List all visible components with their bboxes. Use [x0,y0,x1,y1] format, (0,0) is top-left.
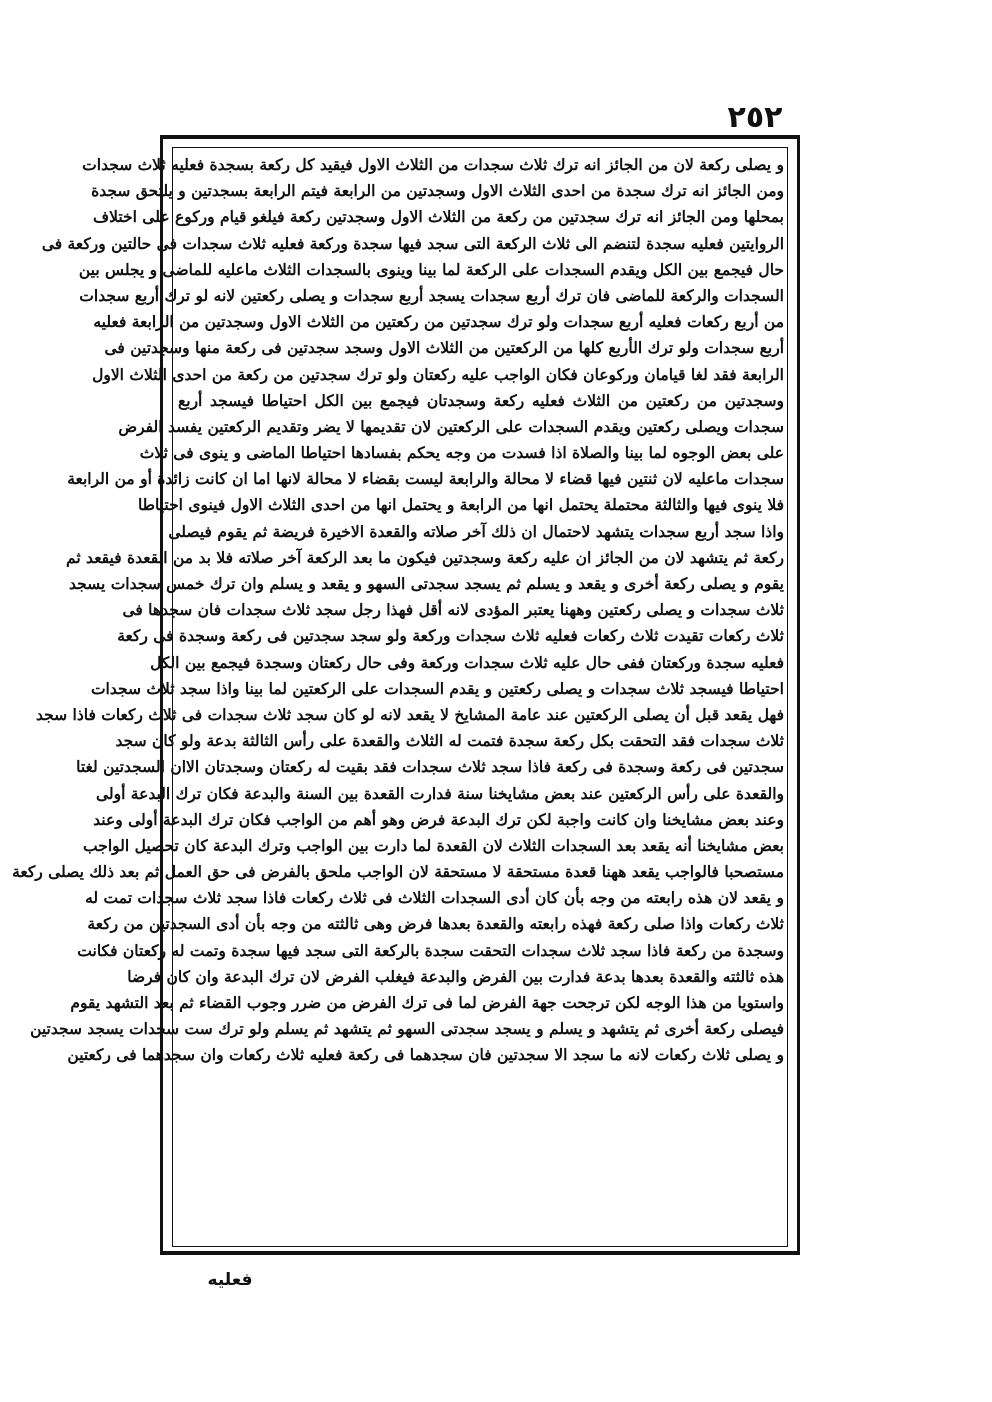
text-line: سجدتين فى ركعة وسجدة فى ركعة فاذا سجد ثلاث سجدات فقد بقيت له ركعتان وسجدتان الاان السجدتين لغتا [76,757,784,777]
text-line: فهل يقعد قبل أن يصلى الركعتين عند عامة المشايخ لا يقعد لانه لو كان سجد ثلاث سجدات فى ثلاث ركعات فاذا سجد [35,704,784,724]
text-line: على بعض الوجوه لما بينا والصلاة اذا فسدت من وجه يحكم بفسادها احتياطا الماضى و ينوى فى ثلاث [139,443,784,463]
text-line: بعض مشايخنا أنه يقعد بعد السجدات الثلاث لان القعدة لما دارت بين الواجب وترك البدعة كان تحصيل الواجب [83,835,784,855]
text-line: وسجدتين من ركعتين من الثلاث فعليه ركعة وسجدتان فيجمع بين الكل احتياطا فيسجد أربع [178,390,784,410]
text-line: يقوم و يصلى ركعة أخرى و يقعد و يسلم ثم يسجد سجدتى السهو و يقعد و يسلم وان ترك خمس سجدات يسجد [69,574,784,593]
text-line: واذا سجد أربع سجدات يتشهد لاحتمال ان ذلك آخر صلاته والقعدة الاخيرة فريضة ثم يقوم فيصلى [168,521,784,541]
page-number: ٢٥٢ [727,100,783,135]
text-line: سجدات ماعليه لان ثنتين فيها قضاء لا محالة والرابعة ليست بقضاء لا محالة لانها اما ان كانت زائدة أو من الرابعة [67,469,784,489]
text-line: ثلاث ركعات تقيدت ثلاث ركعات فعليه ثلاث سجدات وركعة ولو سجد سجدتين فى ركعة وسجدة فى ركعة [117,626,784,646]
text-line: والقعدة على رأس الركعتين عند بعض مشايخنا سنة فدارت القعدة بين السنة والبدعة فكان ترك البدعة أولى [95,783,784,803]
text-line: السجدات والركعة للماضى فان ترك أربع سجدات يسجد أربع سجدات و يصلى ركعتين لانه لو ترك أربع سجدات [79,285,784,305]
text-line: ركعة ثم يتشهد لان من الجائز ان عليه ركعة وسجدتين فيكون ما بعد الركعة آخر صلاته فلا بد من القعدة فيقعد ثم [66,547,784,567]
catchword: فعليه [207,1270,253,1290]
text-line: فلا ينوى فيها والثالثة محتملة يحتمل انها من الرابعة و يحتمل انها من احدى الثلاث الاول فينوى احتياطا [137,495,784,515]
text-line: وعند بعض مشايخنا وان كانت واجبة لكن ترك البدعة فرض وهو أهم من الواجب فكان ترك البدعة أولى وعند [93,809,784,829]
text-line: هذه ثالثته والقعدة بعدها بدعة فدارت بين الفرض والبدعة فيغلب الفرض لان ترك البدعة وان كان فرضا [127,966,784,986]
text-line: من أربع ركعات فعليه أربع سجدات ولو ترك سجدتين من ركعتين من الثلاث الاول وسجدتين من الرابعة فعليه [93,312,784,332]
text-line: ثلاث ركعات واذا صلى ركعة فهذه رابعته والقعدة بعدها فرض وهى ثالثته من وجه بأن أدى السجدتين من ركعة [87,914,784,934]
text-line: واستويا من هذا الوجه لكن ترجحت جهة الفرض لما فى ترك الفرض من ضرر وجوب القضاء ثم بعد التشهد يقوم [70,993,784,1012]
text-line: أربع سجدات ولو ترك الأربع كلها من الركعتين من الثلاث الاول وسجد سجدتين فى ركعة منها وسجدتين فى [104,338,784,358]
text-line: و يصلى ركعة لان من الجائز انه ترك ثلاث سجدات من الثلاث الاول فيقيد كل ركعة بسجدة فعليه ثلاث سجدات [82,155,784,174]
text-line: مستصحبا فالواجب يقعد ههنا قعدة مستحقة لا مستحقة لان الواجب ملحق بالفرض فى حق العمل ثم بعد ذلك يصلى ركعة [12,862,784,882]
main-text-block [12,152,784,1069]
text-line: حال فيجمع بين الكل ويقدم السجدات على الركعة لما بينا وينوى بالسجدات الثلاث ماعليه للماضى و يجلس بين [78,259,784,279]
text-line: فيصلى ركعة أخرى ثم يتشهد و يسلم و يسجد سجدتى السهو ثم يتشهد ثم يسلم ولو ترك ست سجدات يسجد سجدتين [30,1019,784,1039]
text-line: بمحلها ومن الجائز انه ترك سجدتين من ركعة من الثلاث الاول وسجدتين ركعة فيلغو قيام وركوع على اختلاف [93,207,784,227]
text-line: الروايتين فعليه سجدة لتنضم الى ثلاث الركعة التى سجد فيها سجدة وركعة فعليه ثلاث سجدات فى حالتين وركعة فى [41,233,784,253]
text-line: وسجدة من ركعة فاذا سجد ثلاث سجدات التحقت سجدة بالركعة التى سجد فيها سجدة وتمت له ركعتان فكانت [77,940,784,960]
text-line: ثلاث سجدات فقد التحقت بكل ركعة سجدة فتمت له الثلاث والقعدة على رأس الثالثة بدعة ولو كان سجد [115,731,784,751]
text-line: و يصلى ثلاث ركعات لانه ما سجد الا سجدتين فان سجدهما فى ركعة فعليه ثلاث ركعات وان سجدهما فى ركعتين [67,1045,784,1065]
text-line: ثلاث سجدات و يصلى ركعتين وههنا يعتبر المؤدى لانه أقل فهذا رجل سجد ثلاث سجدات فان سجدها فى [122,600,784,620]
text-line: ومن الجائز انه ترك سجدة من احدى الثلاث الاول وسجدتين من الرابعة فيتم الرابعة بسجدتين و يلتحق سجدة [91,181,784,201]
text-line: و يقعد لان هذه رابعته من وجه بأن كان أدى السجدات الثلاث فى ثلاث ركعات فاذا سجد ثلاث سجدات تمت له [85,888,784,908]
text-line: سجدات ويصلى ركعتين ويقدم السجدات على الركعتين لان تقديمها لا يضر وتقديم الركعتين يفسد الفرض [118,416,784,436]
text-line: الرابعة فقد لغا قيامان وركوعان فكان الواجب عليه ركعتان ولو ترك سجدتين من ركعة من احدى الثلاث الاول [92,364,784,384]
text-line: فعليه سجدة وركعتان ففى حال عليه ثلاث سجدات وركعة وفى حال ركعتان وسجدة فيجمع بين الكل [150,652,784,672]
text-line: احتياطا فيسجد ثلاث سجدات و يصلى ركعتين و يقدم السجدات على الركعتين لما بينا واذا سجد ثلاث سجدات [90,678,784,698]
